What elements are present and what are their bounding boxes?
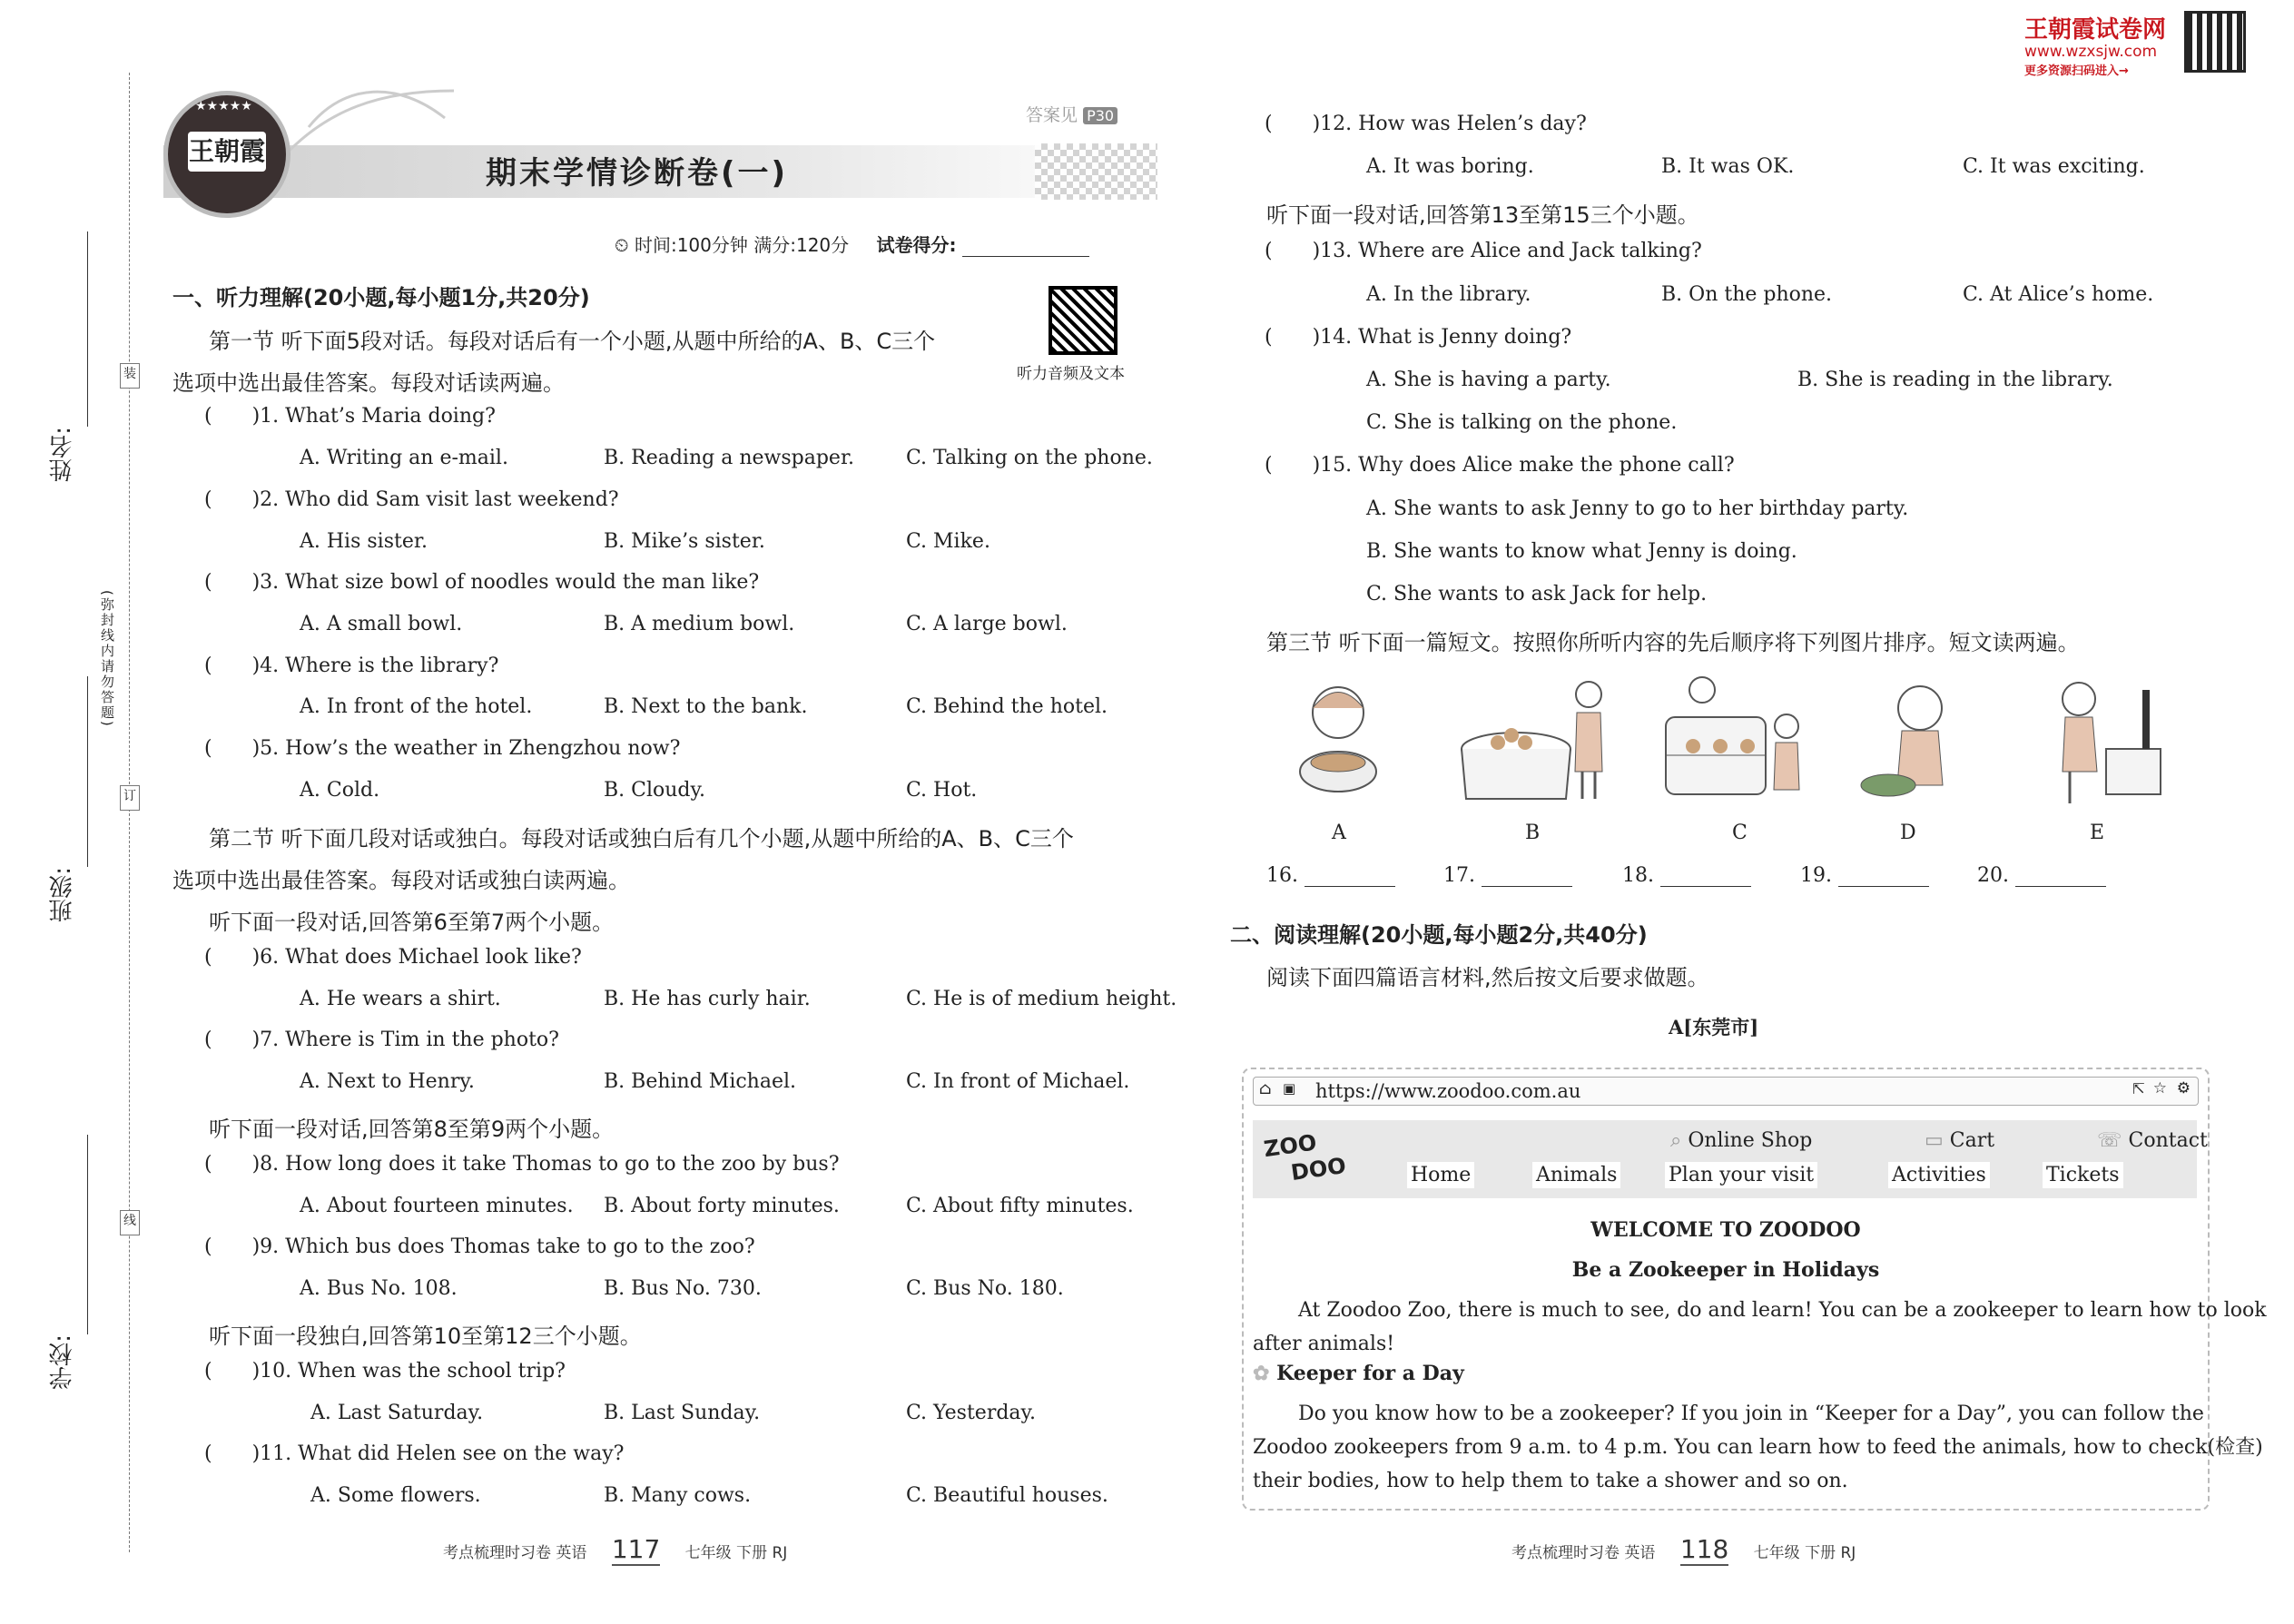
question-7: ( )7. Where is Tim in the photo? [204,1029,559,1051]
prompt-13-15: 听下面一段对话,回答第13至第15三个小题。 [1266,202,1699,228]
logo-zoo: ZOO [1262,1129,1319,1163]
seal-note: (弥封线内请勿答题) [99,590,115,728]
section2-intro-cont: 选项中选出最佳答案。每段对话或独白读两遍。 [172,868,630,893]
answer-blank[interactable]: ( [204,1442,212,1465]
option-a: A. In the library. [1366,283,1531,306]
prompt-6-7: 听下面一段对话,回答第6至第7两个小题。 [209,910,615,935]
nav-plan-your-visit[interactable]: Plan your visit [1665,1162,1817,1188]
intro-paragraph [1253,1294,2267,1361]
option-b: B. Last Sunday. [604,1402,761,1424]
section1-intro: 第一节 听下面5段对话。每段对话后有一个小题,从题中所给的A、B、C三个 [209,329,936,354]
site-name: 王朝霞试卷网 [2024,16,2167,44]
keeper-paragraph [1253,1397,2263,1498]
picture-label-d: D [1900,822,1916,844]
footer-left-label: 考点梳理时习卷 英语 [443,1544,587,1562]
option-a: A. She is having a party. [1366,369,1611,391]
site-tip: 更多资源扫码进入→ [2024,64,2129,78]
option-a: A. He wears a shirt. [300,988,501,1010]
answer-blank[interactable]: ( [204,1153,212,1176]
browser-window [1242,1068,2267,1511]
picture-e-girl-computer [2043,672,2170,808]
page-number-117: 117 [611,1534,661,1564]
picture-c-bakery-counter [1661,672,1807,808]
footer-right-grade: 七年级 下册 RJ [1753,1544,1856,1562]
brand-logo [163,91,290,218]
option-b: B. Many cows. [604,1484,752,1507]
option-c: C. Behind the hotel. [906,695,1108,718]
picture-label-a: A [1332,822,1346,844]
keeper-line-2: Zoodoo zookeepers from 9 a.m. to 4 p.m. You can learn how to feed the animals, how to check(检查) [1253,1436,2263,1459]
audio-qr-code[interactable] [1049,286,1117,355]
logo-text: 王朝霞 [188,132,266,172]
audio-qr-label: 听力音频及文本 [1017,365,1125,383]
question-11: ( )11. What did Helen see on the way? [204,1442,625,1465]
option-a: A. A small bowl. [300,613,463,635]
option-b: B. Bus No. 730. [604,1277,762,1300]
picture-label-b: B [1525,822,1541,844]
keeper-line-1: Do you know how to be a zookeeper? If you join in “Keeper for a Day”, you can follow the [1298,1403,2204,1425]
answer-20[interactable] [1977,864,2106,887]
option-b: B. Cloudy. [604,779,706,802]
picture-a-girl-eating [1282,672,1395,808]
option-b: B. Mike’s sister. [604,530,765,553]
section2-intro: 第二节 听下面几段对话或独白。每段对话或独白后有几个小题,从题中所给的A、B、C三个 [209,826,1074,851]
answer-ref [1026,102,1117,126]
contact-link[interactable]: ☏ Contact [2097,1129,2208,1152]
option-c: C. Yesterday. [906,1402,1037,1424]
footer-left [443,1534,787,1564]
school-label: 学校: [49,1334,76,1390]
answer-ref-label: 答案见 [1026,105,1078,125]
flower-icon: ✿ [1253,1362,1270,1385]
answer-19[interactable] [1800,864,1929,887]
keeper-line-3: their bodies, how to help them to take a shower and so on. [1253,1470,1848,1492]
picture-d-girl-cooking [1852,672,1979,808]
answer-blank[interactable]: ( [1265,454,1273,477]
search-icon: ⌕ [1670,1129,1682,1152]
url-text[interactable]: https://www.zoodoo.com.au [1315,1080,1581,1102]
online-shop-link[interactable]: ⌕ Online Shop [1670,1129,1813,1152]
question-1: ( )1. What’s Maria doing? [204,405,496,428]
answer-blank[interactable]: ( [204,1360,212,1383]
exam-meta [615,231,1089,257]
option-c: C. It was exciting. [1963,155,2145,178]
question-15: ( )15. Why does Alice make the phone call? [1265,454,1735,477]
question-3: ( )3. What size bowl of noodles would the man like? [204,571,760,594]
answer-blank[interactable]: ( [1265,326,1273,349]
question-5: ( )5. How’s the weather in Zhengzhou now? [204,737,681,760]
option-c: C. Mike. [906,530,990,553]
option-c: C. She is talking on the phone. [1366,411,1678,434]
answer-blank[interactable]: ( [1265,113,1273,135]
option-b: B. A medium bowl. [604,613,795,635]
option-a: A. About fourteen minutes. [300,1195,574,1217]
answer-18-label: 18. [1622,864,1654,887]
option-c: C. Beautiful houses. [906,1484,1108,1507]
option-a: A. His sister. [300,530,428,553]
question-9: ( )9. Which bus does Thomas take to go to the zoo? [204,1235,755,1258]
answer-18[interactable] [1622,864,1751,887]
share-icon[interactable]: ⇱ [2132,1080,2145,1098]
picture-label-e: E [2090,822,2105,844]
option-a: A. Cold. [300,779,380,802]
answer-16[interactable] [1266,864,1395,887]
answer-blank[interactable]: ( [204,405,212,428]
question-4: ( )4. Where is the library? [204,655,499,677]
answer-17-label: 17. [1443,864,1475,887]
page-number-118: 118 [1679,1534,1729,1564]
keeper-section-title [1253,1362,1464,1385]
nav-tickets[interactable]: Tickets [2043,1162,2123,1188]
answer-blank[interactable]: ( [204,571,212,594]
option-c: C. He is of medium height. [906,988,1177,1010]
option-c: C. In front of Michael. [906,1070,1130,1093]
prompt-8-9: 听下面一段对话,回答第8至第9两个小题。 [209,1117,615,1142]
question-2: ( )2. Who did Sam visit last weekend? [204,488,619,511]
question-13: ( )13. Where are Alice and Jack talking? [1265,240,1702,262]
option-a: A. She wants to ask Jenny to go to her birthday party. [1366,497,1909,520]
address-bar[interactable] [1253,1077,2199,1106]
option-c: C. At Alice’s home. [1963,283,2154,306]
prompt-10-12: 听下面一段独白,回答第10至第12三个小题。 [209,1324,642,1349]
passage-label: A[东莞市] [1669,1016,1759,1038]
option-b: B. Reading a newspaper. [604,447,855,469]
site-qr-code[interactable] [2184,11,2246,73]
section3-intro: 第三节 听下面一篇短文。按照你所听内容的先后顺序将下列图片排序。短文读两遍。 [1266,630,2080,655]
site-url[interactable]: www.wzxsjw.com [2024,43,2158,61]
settings-icon[interactable]: ⚙ [2176,1079,2191,1097]
option-c: C. Talking on the phone. [906,447,1153,469]
answer-blank[interactable]: ( [204,655,212,677]
question-14: ( )14. What is Jenny doing? [1265,326,1572,349]
ribbon-deco [272,73,463,172]
option-a: A. Next to Henry. [300,1070,475,1093]
nav-home[interactable]: Home [1407,1162,1474,1188]
answer-20-label: 20. [1977,864,2009,887]
option-b: B. She is reading in the library. [1797,369,2113,391]
section1-intro-cont: 选项中选出最佳答案。每段对话读两遍。 [172,370,565,396]
question-10: ( )10. When was the school trip? [204,1360,566,1383]
option-c: C. Hot. [906,779,978,802]
nav-activities[interactable]: Activities [1888,1162,1990,1188]
logo-doo: DOO [1289,1152,1348,1186]
page-title: 期末学情诊断卷(一) [486,155,789,192]
answer-blank[interactable]: ( [204,488,212,511]
option-b: B. She wants to know what Jenny is doing. [1366,540,1797,563]
star-icon[interactable]: ☆ [2152,1079,2167,1097]
question-12: ( )12. How was Helen’s day? [1265,113,1587,135]
answer-blank[interactable]: ( [204,946,212,969]
answer-17[interactable] [1443,864,1572,887]
answer-19-label: 19. [1800,864,1832,887]
picture-label-c: C [1732,822,1748,844]
class-line[interactable] [87,676,88,867]
home-icon[interactable]: ⌂ [1259,1079,1272,1098]
lock-icon: ▣ [1283,1080,1296,1097]
intro-line-2: after animals! [1253,1333,1395,1355]
option-b: B. He has curly hair. [604,988,811,1010]
seal-line [129,73,130,1552]
logo-stars: ★★★★★ [195,99,252,113]
option-c: C. She wants to ask Jack for help. [1366,583,1708,605]
option-a: A. Some flowers. [310,1484,481,1507]
answer-blank[interactable]: ( [1265,240,1273,262]
nav-animals[interactable]: Animals [1532,1162,1620,1188]
option-a: A. In front of the hotel. [300,695,533,718]
footer-left-grade: 七年级 下册 RJ [684,1544,788,1562]
cart-link[interactable]: ▭ Cart [1925,1129,1995,1152]
answer-page: P30 [1083,107,1117,124]
option-a: A. Bus No. 108. [300,1277,458,1300]
score-label: 试卷得分: [876,234,957,256]
exam-time-score: 时间:100分钟 满分:120分 [634,234,850,256]
option-c: C. Bus No. 180. [906,1277,1064,1300]
answer-blank[interactable]: ( [204,1235,212,1258]
part2-intro: 阅读下面四篇语言材料,然后按文后要求做题。 [1266,965,1709,990]
option-c: C. A large bowl. [906,613,1068,635]
school-line[interactable] [87,1135,88,1334]
seal-mark-1: 装 [120,363,140,389]
name-label: 姓名: [49,427,76,482]
welcome-subtitle: Be a Zookeeper in Holidays [1571,1258,1880,1282]
question-6: ( )6. What does Michael look like? [204,946,582,969]
part1-heading: 一、听力理解(20小题,每小题1分,共20分) [172,285,590,310]
picture-b-table-food [1457,672,1611,808]
option-b: B. On the phone. [1661,283,1833,306]
option-c: C. About fifty minutes. [906,1195,1134,1217]
name-line[interactable] [87,231,88,427]
site-navbar [1253,1120,2208,1198]
keeper-title-text: Keeper for a Day [1276,1362,1464,1385]
phone-icon: ☏ [2097,1129,2122,1152]
answer-blank[interactable]: ( [204,737,212,760]
site-brand[interactable] [2024,11,2166,78]
answer-blank[interactable]: ( [204,1029,212,1051]
class-label: 班级: [49,867,76,922]
option-b: B. Behind Michael. [604,1070,797,1093]
footer-right-label: 考点梳理时习卷 英语 [1511,1544,1656,1562]
question-8: ( )8. How long does it take Thomas to go to the zoo by bus? [204,1153,840,1176]
option-a: A. Last Saturday. [310,1402,484,1424]
option-b: B. It was OK. [1661,155,1795,178]
checker-deco [1035,143,1157,200]
welcome-title: WELCOME TO ZOODOO [1590,1218,1861,1242]
footer-right [1511,1534,1856,1564]
option-b: B. About forty minutes. [604,1195,840,1217]
option-b: B. Next to the bank. [604,695,808,718]
option-a: A. Writing an e-mail. [300,447,508,469]
part2-heading: 二、阅读理解(20小题,每小题2分,共40分) [1230,922,1648,948]
answer-16-label: 16. [1266,864,1298,887]
clock-icon: ⏲ [615,234,629,256]
zoodoo-logo[interactable] [1262,1129,1348,1186]
option-a: A. It was boring. [1366,155,1534,178]
cart-icon: ▭ [1925,1129,1944,1152]
intro-line-1: At Zoodoo Zoo, there is much to see, do and learn! You can be a zookeeper to learn how to look [1298,1299,2267,1322]
seal-mark-3: 线 [120,1210,140,1235]
score-input[interactable] [962,236,1089,257]
seal-mark-2: 订 [120,785,140,811]
